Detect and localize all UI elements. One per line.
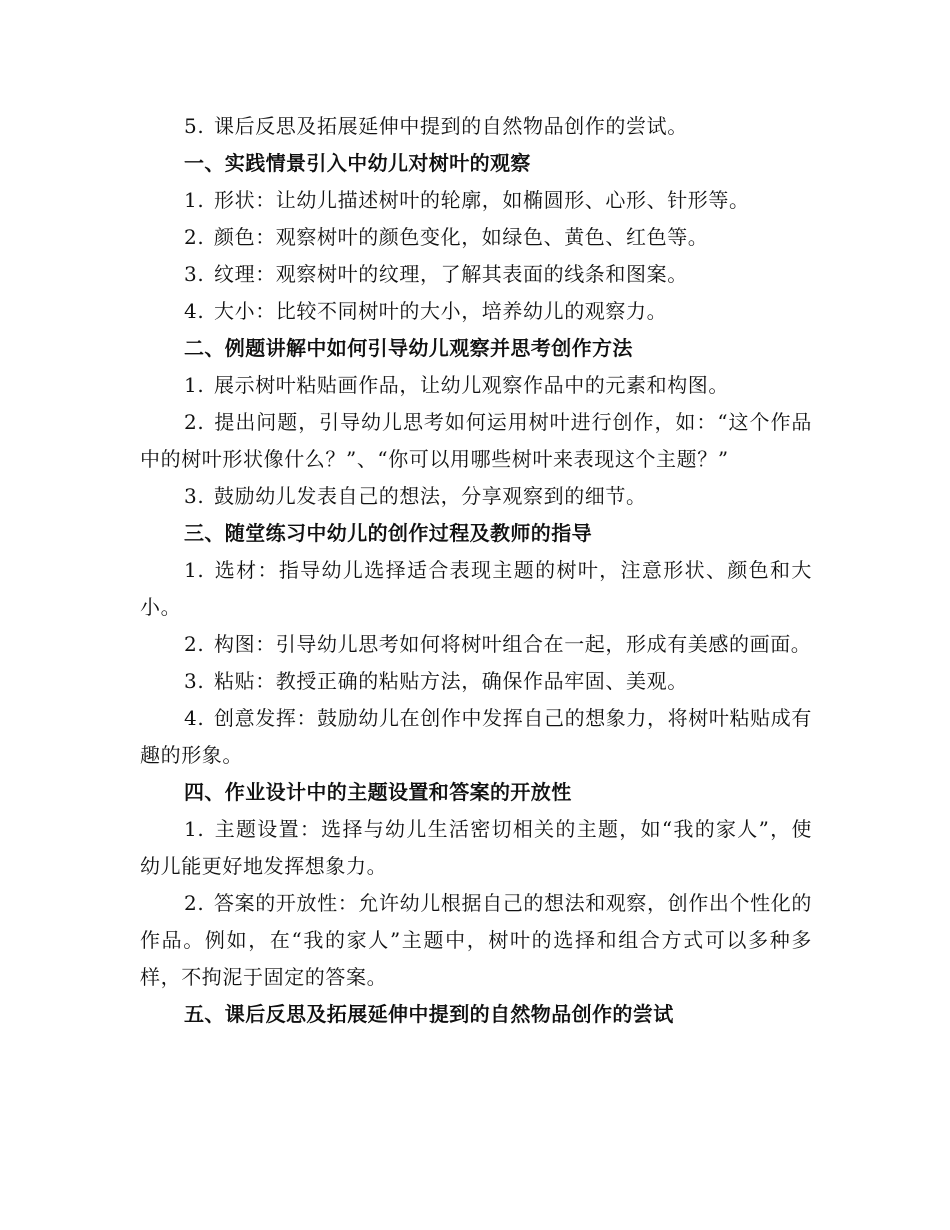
list-item — [140, 478, 812, 515]
item-text: 粘贴：教授正确的粘贴方法，确保作品牢固、美观。 — [214, 669, 688, 693]
list-item — [140, 885, 812, 996]
list-item — [140, 219, 812, 256]
item-number: 2. — [184, 410, 205, 434]
item-text: 主题设置：选择与幼儿生活密切相关的主题，如“我的家人”，使幼儿能更好地发挥想象力。 — [140, 817, 812, 878]
item-number: 2. — [184, 891, 205, 915]
item-number: 1. — [184, 373, 205, 397]
section-heading-4: 四、作业设计中的主题设置和答案的开放性 — [184, 780, 572, 804]
item-number: 2. — [184, 632, 205, 656]
list-item — [140, 367, 812, 404]
item-number: 3. — [184, 669, 205, 693]
item-text: 创意发挥：鼓励幼儿在创作中发挥自己的想象力，将树叶粘贴成有趣的形象。 — [140, 706, 812, 767]
section-heading-3: 三、随堂练习中幼儿的创作过程及教师的指导 — [184, 521, 592, 545]
item-text: 提出问题，引导幼儿思考如何运用树叶进行创作，如：“这个作品中的树叶形状像什么？”、“你可以用哪些树叶来表现这个主题？” — [140, 410, 812, 471]
section-heading-5: 五、课后反思及拓展延伸中提到的自然物品创作的尝试 — [184, 1002, 674, 1026]
document-body — [140, 108, 812, 1033]
list-item — [140, 811, 812, 885]
item-number: 3. — [184, 262, 205, 286]
item-text: 课后反思及拓展延伸中提到的自然物品创作的尝试。 — [214, 114, 688, 138]
item-text: 选材：指导幼儿选择适合表现主题的树叶，注意形状、颜色和大小。 — [140, 558, 812, 619]
item-number: 3. — [184, 484, 205, 508]
item-text: 大小：比较不同树叶的大小，培养幼儿的观察力。 — [214, 299, 668, 323]
list-item — [140, 552, 812, 626]
item-text: 纹理：观察树叶的纹理，了解其表面的线条和图案。 — [214, 262, 688, 286]
item-text: 答案的开放性：允许幼儿根据自己的想法和观察，创作出个性化的作品。例如，在“我的家人”主题中，树叶的选择和组合方式可以多种多样，不拘泥于固定的答案。 — [140, 891, 812, 989]
list-item — [140, 700, 812, 774]
item-text: 形状：让幼儿描述树叶的轮廓，如椭圆形、心形、针形等。 — [214, 188, 750, 212]
item-number: 1. — [184, 817, 205, 841]
item-number: 4. — [184, 299, 205, 323]
section-heading-2: 二、例题讲解中如何引导幼儿观察并思考创作方法 — [184, 336, 633, 360]
item-text: 展示树叶粘贴画作品，让幼儿观察作品中的元素和构图。 — [214, 373, 729, 397]
item-number: 2. — [184, 225, 205, 249]
item-text: 构图：引导幼儿思考如何将树叶组合在一起，形成有美感的画面。 — [214, 632, 812, 656]
list-item — [140, 108, 812, 145]
list-item — [140, 256, 812, 293]
item-number: 1. — [184, 558, 205, 582]
section-heading-1: 一、实践情景引入中幼儿对树叶的观察 — [184, 151, 531, 175]
item-number: 4. — [184, 706, 205, 730]
list-item — [140, 663, 812, 700]
item-text: 鼓励幼儿发表自己的想法，分享观察到的细节。 — [214, 484, 647, 508]
item-number: 5. — [184, 114, 205, 138]
list-item — [140, 404, 812, 478]
list-item — [140, 293, 812, 330]
item-text: 颜色：观察树叶的颜色变化，如绿色、黄色、红色等。 — [214, 225, 709, 249]
list-item — [140, 182, 812, 219]
item-number: 1. — [184, 188, 205, 212]
list-item — [140, 626, 812, 663]
